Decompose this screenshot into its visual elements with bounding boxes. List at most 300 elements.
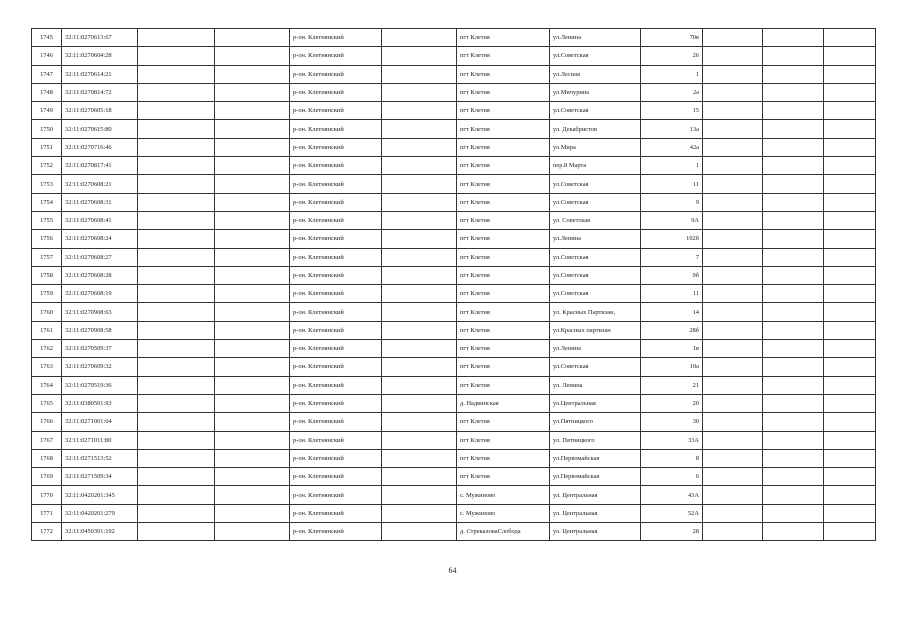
settlement-cell: пгт Клетня xyxy=(457,211,550,229)
page-number: 64 xyxy=(448,566,457,575)
settlement-cell: пгт Клетня xyxy=(457,83,550,101)
row-number-cell: 1770 xyxy=(32,486,62,504)
empty-cell xyxy=(138,65,215,83)
cadastral-number-cell: 32:11:0270716:46 xyxy=(62,138,138,156)
table-row xyxy=(32,193,876,211)
house-number-cell: 42а xyxy=(641,138,703,156)
empty-cell xyxy=(824,321,876,339)
empty-cell xyxy=(763,486,824,504)
table-row xyxy=(32,266,876,284)
row-number-cell: 1766 xyxy=(32,413,62,431)
row-number-cell: 1771 xyxy=(32,504,62,522)
house-number-cell: 1 xyxy=(641,157,703,175)
empty-cell xyxy=(382,47,457,65)
cadastral-number-cell: 32:11:0270817:41 xyxy=(62,157,138,175)
table-row xyxy=(32,211,876,229)
empty-cell xyxy=(824,340,876,358)
empty-cell xyxy=(382,340,457,358)
empty-cell xyxy=(763,358,824,376)
district-cell: р-он. Клетнянский xyxy=(290,413,382,431)
empty-cell xyxy=(703,321,763,339)
empty-cell xyxy=(703,138,763,156)
empty-cell xyxy=(382,486,457,504)
empty-cell xyxy=(703,266,763,284)
table-row xyxy=(32,47,876,65)
empty-cell xyxy=(824,120,876,138)
street-cell: ул.Мичурина xyxy=(550,83,641,101)
settlement-cell: пгт Клетня xyxy=(457,468,550,486)
empty-cell xyxy=(382,102,457,120)
settlement-cell: пгт Клетня xyxy=(457,230,550,248)
street-cell: ул.Советская xyxy=(550,248,641,266)
row-number-cell: 1764 xyxy=(32,376,62,394)
table-row xyxy=(32,394,876,412)
street-cell: ул. Ленина xyxy=(550,376,641,394)
empty-cell xyxy=(382,468,457,486)
empty-cell xyxy=(215,468,290,486)
empty-cell xyxy=(703,65,763,83)
empty-cell xyxy=(138,230,215,248)
settlement-cell: пгт Клетня xyxy=(457,321,550,339)
street-cell: ул.Ленина xyxy=(550,29,641,47)
street-cell: пер.8 Марта xyxy=(550,157,641,175)
cadastral-number-cell: 32:11:0380501:93 xyxy=(62,394,138,412)
district-cell: р-он. Клетнянский xyxy=(290,468,382,486)
empty-cell xyxy=(703,157,763,175)
empty-cell xyxy=(215,120,290,138)
empty-cell xyxy=(824,230,876,248)
house-number-cell: 7 xyxy=(641,248,703,266)
empty-cell xyxy=(824,47,876,65)
street-cell: ул.Советская xyxy=(550,285,641,303)
house-number-cell: 28б xyxy=(641,321,703,339)
settlement-cell: пгт Клетня xyxy=(457,449,550,467)
table-body xyxy=(32,29,876,541)
street-cell: ул. Советская xyxy=(550,211,641,229)
settlement-cell: пгт Клетня xyxy=(457,65,550,83)
empty-cell xyxy=(824,29,876,47)
row-number-cell: 1757 xyxy=(32,248,62,266)
empty-cell xyxy=(215,193,290,211)
house-number-cell: 70в xyxy=(641,29,703,47)
district-cell: р-он. Клетнянский xyxy=(290,138,382,156)
empty-cell xyxy=(763,157,824,175)
table-row xyxy=(32,303,876,321)
district-cell: р-он. Клетнянский xyxy=(290,65,382,83)
cadastral-number-cell: 32:11:0270608:27 xyxy=(62,248,138,266)
empty-cell xyxy=(382,358,457,376)
house-number-cell: 1 xyxy=(641,65,703,83)
empty-cell xyxy=(138,486,215,504)
table-row xyxy=(32,65,876,83)
street-cell: ул.Пятницкого xyxy=(550,413,641,431)
street-cell: ул.Мира xyxy=(550,138,641,156)
row-number-cell: 1765 xyxy=(32,394,62,412)
row-number-cell: 1752 xyxy=(32,157,62,175)
street-cell: ул.Советская xyxy=(550,47,641,65)
empty-cell xyxy=(215,285,290,303)
empty-cell xyxy=(215,47,290,65)
district-cell: р-он. Клетнянский xyxy=(290,523,382,541)
empty-cell xyxy=(824,102,876,120)
empty-cell xyxy=(703,303,763,321)
table-row xyxy=(32,321,876,339)
cadastral-number-cell: 32:11:0270604:28 xyxy=(62,47,138,65)
empty-cell xyxy=(824,193,876,211)
empty-cell xyxy=(138,358,215,376)
empty-cell xyxy=(824,266,876,284)
empty-cell xyxy=(763,431,824,449)
empty-cell xyxy=(382,29,457,47)
empty-cell xyxy=(382,230,457,248)
cadastral-number-cell: 32:11:0271513:52 xyxy=(62,449,138,467)
street-cell: ул.Центральная xyxy=(550,394,641,412)
empty-cell xyxy=(138,303,215,321)
district-cell: р-он. Клетнянский xyxy=(290,83,382,101)
house-number-cell: 26 xyxy=(641,47,703,65)
empty-cell xyxy=(703,394,763,412)
empty-cell xyxy=(215,504,290,522)
empty-cell xyxy=(382,449,457,467)
empty-cell xyxy=(215,394,290,412)
empty-cell xyxy=(138,431,215,449)
empty-cell xyxy=(382,376,457,394)
empty-cell xyxy=(763,413,824,431)
table-row xyxy=(32,157,876,175)
house-number-cell: 102б xyxy=(641,230,703,248)
district-cell: р-он. Клетнянский xyxy=(290,449,382,467)
cadastral-number-cell: 32:11:0271011:80 xyxy=(62,431,138,449)
table-row xyxy=(32,449,876,467)
empty-cell xyxy=(382,523,457,541)
street-cell: ул.Ленина xyxy=(550,230,641,248)
street-cell: ул. Красных Партизан, xyxy=(550,303,641,321)
empty-cell xyxy=(382,83,457,101)
empty-cell xyxy=(215,486,290,504)
empty-cell xyxy=(763,340,824,358)
empty-cell xyxy=(215,138,290,156)
settlement-cell: пгт Клетня xyxy=(457,157,550,175)
empty-cell xyxy=(382,394,457,412)
cadastral-number-cell: 32:11:0270509:37 xyxy=(62,340,138,358)
settlement-cell: пгт Клетня xyxy=(457,248,550,266)
district-cell: р-он. Клетнянский xyxy=(290,193,382,211)
empty-cell xyxy=(824,431,876,449)
row-number-cell: 1748 xyxy=(32,83,62,101)
row-number-cell: 1753 xyxy=(32,175,62,193)
empty-cell xyxy=(703,102,763,120)
row-number-cell: 1751 xyxy=(32,138,62,156)
empty-cell xyxy=(382,285,457,303)
settlement-cell: пгт Клетня xyxy=(457,431,550,449)
house-number-cell: 9А xyxy=(641,211,703,229)
cadastral-number-cell: 32:11:0270609:32 xyxy=(62,358,138,376)
district-cell: р-он. Клетнянский xyxy=(290,157,382,175)
empty-cell xyxy=(215,358,290,376)
house-number-cell: 9б xyxy=(641,266,703,284)
empty-cell xyxy=(215,65,290,83)
district-cell: р-он. Клетнянский xyxy=(290,358,382,376)
empty-cell xyxy=(763,504,824,522)
street-cell: ул. Центральная xyxy=(550,486,641,504)
row-number-cell: 1763 xyxy=(32,358,62,376)
empty-cell xyxy=(703,83,763,101)
street-cell: ул.Советская xyxy=(550,266,641,284)
house-number-cell: 15 xyxy=(641,102,703,120)
street-cell: ул.Лесная xyxy=(550,65,641,83)
house-number-cell: 30 xyxy=(641,413,703,431)
house-number-cell: 9 xyxy=(641,193,703,211)
empty-cell xyxy=(824,449,876,467)
row-number-cell: 1754 xyxy=(32,193,62,211)
settlement-cell: пгт Клетня xyxy=(457,102,550,120)
district-cell: р-он. Клетнянский xyxy=(290,266,382,284)
empty-cell xyxy=(215,83,290,101)
empty-cell xyxy=(215,102,290,120)
empty-cell xyxy=(824,358,876,376)
district-cell: р-он. Клетнянский xyxy=(290,394,382,412)
empty-cell xyxy=(382,266,457,284)
district-cell: р-он. Клетнянский xyxy=(290,340,382,358)
empty-cell xyxy=(763,230,824,248)
district-cell: р-он. Клетнянский xyxy=(290,120,382,138)
empty-cell xyxy=(763,193,824,211)
empty-cell xyxy=(138,504,215,522)
district-cell: р-он. Клетнянский xyxy=(290,230,382,248)
house-number-cell: 43А xyxy=(641,486,703,504)
district-cell: р-он. Клетнянский xyxy=(290,47,382,65)
row-number-cell: 1745 xyxy=(32,29,62,47)
district-cell: р-он. Клетнянский xyxy=(290,431,382,449)
empty-cell xyxy=(824,65,876,83)
district-cell: р-он. Клетнянский xyxy=(290,285,382,303)
empty-cell xyxy=(703,340,763,358)
empty-cell xyxy=(763,303,824,321)
empty-cell xyxy=(138,211,215,229)
settlement-cell: пгт Клетня xyxy=(457,193,550,211)
cadastral-number-cell: 32:11:0270613:67 xyxy=(62,29,138,47)
empty-cell xyxy=(824,468,876,486)
house-number-cell: 13а xyxy=(641,120,703,138)
empty-cell xyxy=(382,65,457,83)
empty-cell xyxy=(763,285,824,303)
empty-cell xyxy=(763,120,824,138)
empty-cell xyxy=(763,102,824,120)
table-row xyxy=(32,102,876,120)
settlement-cell: с. Мужиново xyxy=(457,486,550,504)
empty-cell xyxy=(138,248,215,266)
table-row xyxy=(32,468,876,486)
empty-cell xyxy=(215,157,290,175)
row-number-cell: 1749 xyxy=(32,102,62,120)
empty-cell xyxy=(382,138,457,156)
district-cell: р-он. Клетнянский xyxy=(290,248,382,266)
settlement-cell: пгт Клетня xyxy=(457,303,550,321)
district-cell: р-он. Клетнянский xyxy=(290,211,382,229)
empty-cell xyxy=(215,340,290,358)
cadastral-number-cell: 32:11:0270608:41 xyxy=(62,211,138,229)
empty-cell xyxy=(382,120,457,138)
empty-cell xyxy=(138,175,215,193)
table-row xyxy=(32,523,876,541)
empty-cell xyxy=(215,303,290,321)
empty-cell xyxy=(215,211,290,229)
empty-cell xyxy=(138,449,215,467)
settlement-cell: пгт Клетня xyxy=(457,358,550,376)
cadastral-number-cell: 32:11:0271509:34 xyxy=(62,468,138,486)
empty-cell xyxy=(138,468,215,486)
empty-cell xyxy=(382,193,457,211)
settlement-cell: с. Мужиново xyxy=(457,504,550,522)
empty-cell xyxy=(138,321,215,339)
street-cell: ул.Советская xyxy=(550,193,641,211)
empty-cell xyxy=(138,266,215,284)
settlement-cell: пгт Клетня xyxy=(457,413,550,431)
settlement-cell: пгт Клетня xyxy=(457,120,550,138)
cadastral-number-cell: 32:11:0420201:279 xyxy=(62,504,138,522)
empty-cell xyxy=(824,413,876,431)
empty-cell xyxy=(763,83,824,101)
table-row xyxy=(32,120,876,138)
empty-cell xyxy=(824,83,876,101)
empty-cell xyxy=(763,29,824,47)
cadastral-number-cell: 32:11:0270605:18 xyxy=(62,102,138,120)
empty-cell xyxy=(763,211,824,229)
empty-cell xyxy=(703,449,763,467)
street-cell: ул.Ленина xyxy=(550,340,641,358)
cadastral-number-cell: 32:11:0270608:19 xyxy=(62,285,138,303)
cadastral-number-cell: 32:11:0270608:31 xyxy=(62,193,138,211)
house-number-cell: 14 xyxy=(641,303,703,321)
empty-cell xyxy=(824,211,876,229)
street-cell: ул. Центральная xyxy=(550,523,641,541)
table-row xyxy=(32,138,876,156)
empty-cell xyxy=(382,157,457,175)
settlement-cell: д. Надвинская xyxy=(457,394,550,412)
house-number-cell: 28 xyxy=(641,523,703,541)
empty-cell xyxy=(763,449,824,467)
settlement-cell: пгт Клетня xyxy=(457,376,550,394)
table-row xyxy=(32,230,876,248)
house-number-cell: 6 xyxy=(641,468,703,486)
street-cell: ул.Советская xyxy=(550,358,641,376)
house-number-cell: 20 xyxy=(641,394,703,412)
district-cell: р-он. Клетнянский xyxy=(290,29,382,47)
empty-cell xyxy=(138,120,215,138)
cadastral-number-cell: 32:11:0270519:36 xyxy=(62,376,138,394)
cadastral-number-cell: 32:11:0270908:63 xyxy=(62,303,138,321)
empty-cell xyxy=(824,175,876,193)
empty-cell xyxy=(382,211,457,229)
settlement-cell: пгт Клетня xyxy=(457,266,550,284)
row-number-cell: 1747 xyxy=(32,65,62,83)
empty-cell xyxy=(703,431,763,449)
settlement-cell: пгт Клетня xyxy=(457,175,550,193)
empty-cell xyxy=(703,193,763,211)
empty-cell xyxy=(824,504,876,522)
empty-cell xyxy=(824,486,876,504)
empty-cell xyxy=(215,266,290,284)
street-cell: ул.Первомайская xyxy=(550,468,641,486)
empty-cell xyxy=(215,413,290,431)
empty-cell xyxy=(703,413,763,431)
district-cell: р-он. Клетнянский xyxy=(290,486,382,504)
empty-cell xyxy=(215,248,290,266)
empty-cell xyxy=(824,394,876,412)
empty-cell xyxy=(703,486,763,504)
empty-cell xyxy=(138,157,215,175)
settlement-cell: д. СтрекаловаСлобода xyxy=(457,523,550,541)
house-number-cell: 11 xyxy=(641,175,703,193)
house-number-cell: 21 xyxy=(641,376,703,394)
empty-cell xyxy=(763,394,824,412)
cadastral-number-cell: 32:11:0420201:345 xyxy=(62,486,138,504)
row-number-cell: 1768 xyxy=(32,449,62,467)
cadastral-number-cell: 32:11:0271001:64 xyxy=(62,413,138,431)
empty-cell xyxy=(703,120,763,138)
empty-cell xyxy=(138,138,215,156)
house-number-cell: 8 xyxy=(641,449,703,467)
street-cell: ул.Советская xyxy=(550,175,641,193)
empty-cell xyxy=(382,321,457,339)
row-number-cell: 1758 xyxy=(32,266,62,284)
house-number-cell: 33А xyxy=(641,431,703,449)
row-number-cell: 1772 xyxy=(32,523,62,541)
row-number-cell: 1750 xyxy=(32,120,62,138)
street-cell: ул. Пятницкого xyxy=(550,431,641,449)
settlement-cell: пгт Клетня xyxy=(457,285,550,303)
table-row xyxy=(32,248,876,266)
empty-cell xyxy=(824,523,876,541)
empty-cell xyxy=(138,340,215,358)
district-cell: р-он. Клетнянский xyxy=(290,175,382,193)
empty-cell xyxy=(138,29,215,47)
empty-cell xyxy=(763,65,824,83)
empty-cell xyxy=(138,523,215,541)
empty-cell xyxy=(703,358,763,376)
house-number-cell: 1в xyxy=(641,340,703,358)
settlement-cell: пгт Клетня xyxy=(457,47,550,65)
house-number-cell: 11 xyxy=(641,285,703,303)
empty-cell xyxy=(138,47,215,65)
table-row xyxy=(32,504,876,522)
empty-cell xyxy=(703,211,763,229)
cadastral-number-cell: 32:11:0270608:21 xyxy=(62,175,138,193)
street-cell: ул. Декабристов xyxy=(550,120,641,138)
empty-cell xyxy=(382,504,457,522)
row-number-cell: 1761 xyxy=(32,321,62,339)
empty-cell xyxy=(138,83,215,101)
settlement-cell: пгт Клетня xyxy=(457,29,550,47)
street-cell: ул. Центральная xyxy=(550,504,641,522)
empty-cell xyxy=(382,175,457,193)
empty-cell xyxy=(824,303,876,321)
street-cell: ул.Первомайская xyxy=(550,449,641,467)
empty-cell xyxy=(215,175,290,193)
empty-cell xyxy=(215,431,290,449)
row-number-cell: 1760 xyxy=(32,303,62,321)
cadastral-number-cell: 32:11:0270608:24 xyxy=(62,230,138,248)
row-number-cell: 1762 xyxy=(32,340,62,358)
empty-cell xyxy=(703,175,763,193)
table-row xyxy=(32,358,876,376)
empty-cell xyxy=(138,285,215,303)
district-cell: р-он. Клетнянский xyxy=(290,303,382,321)
table-row xyxy=(32,175,876,193)
row-number-cell: 1759 xyxy=(32,285,62,303)
empty-cell xyxy=(763,175,824,193)
empty-cell xyxy=(763,321,824,339)
